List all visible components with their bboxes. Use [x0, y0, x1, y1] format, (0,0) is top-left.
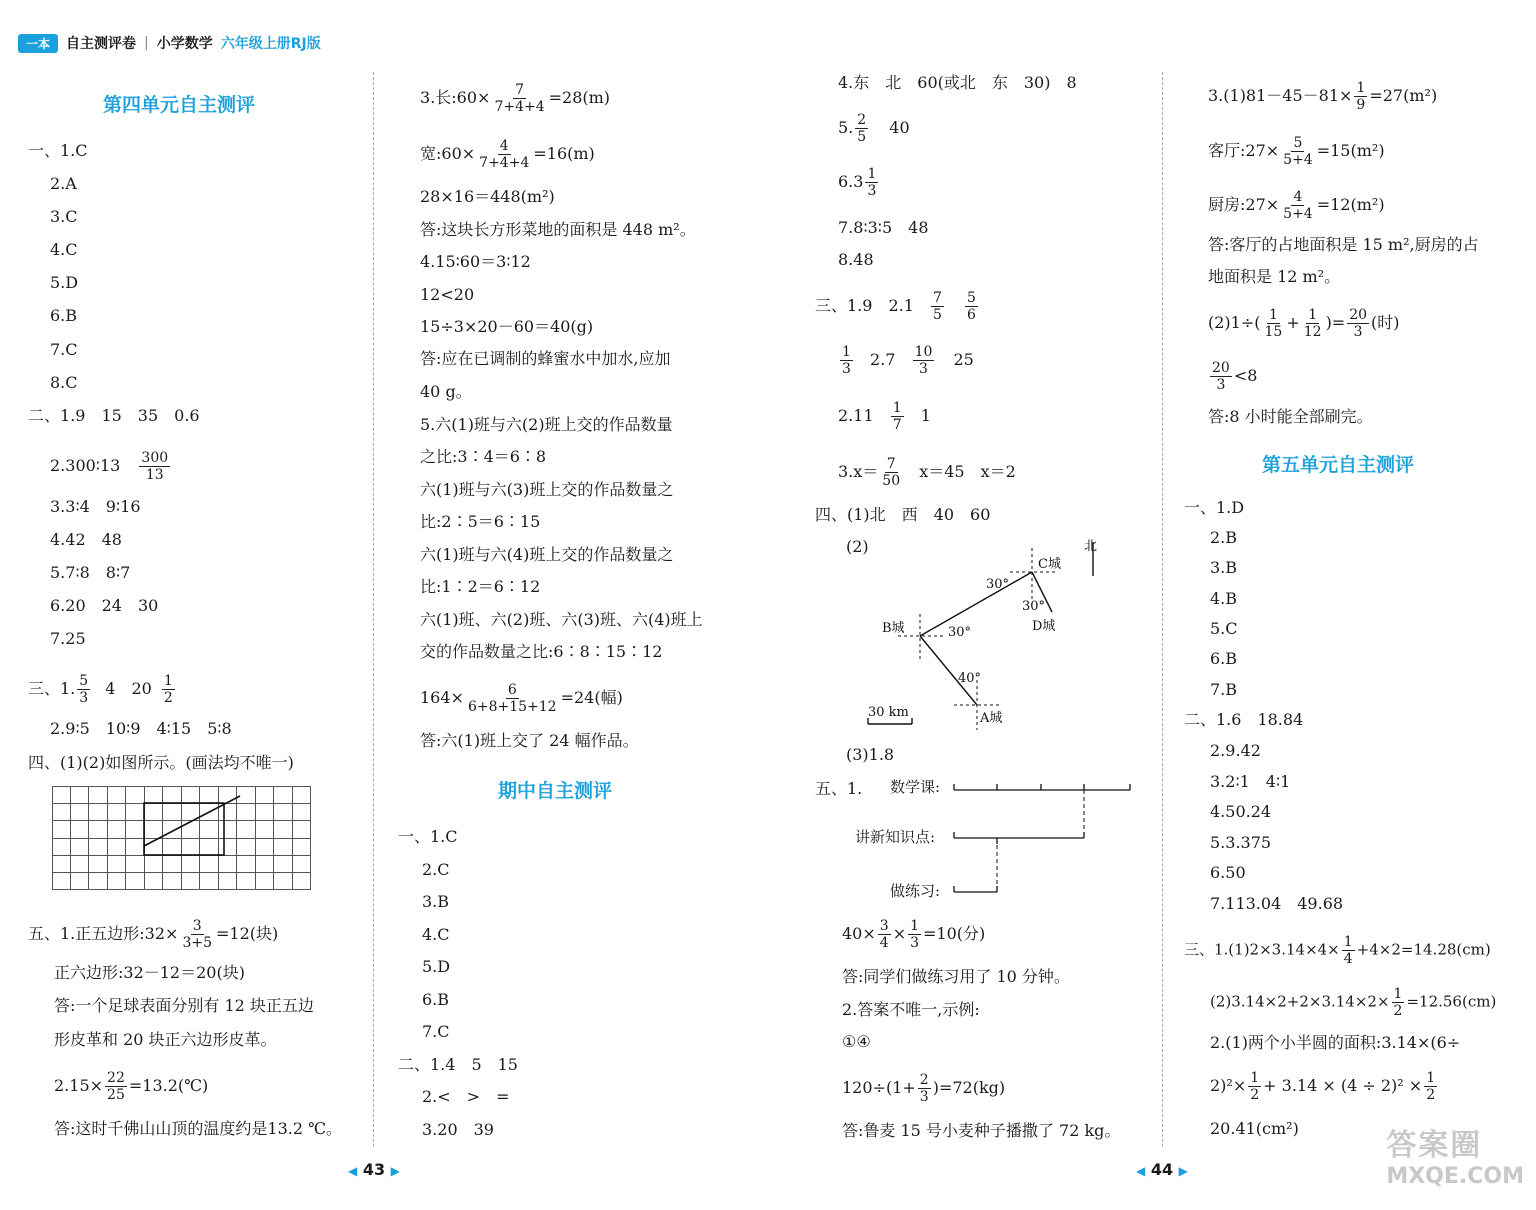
answer-line: 2.A — [50, 174, 77, 193]
denominator: 6+8+15+12 — [467, 699, 557, 715]
answer-line: 6.B — [50, 306, 78, 325]
fraction — [139, 450, 170, 483]
prev-arrow-icon: ◀ — [348, 1164, 358, 1178]
answer-line: 交的作品数量之比:6∶8∶15∶12 — [420, 642, 663, 661]
fraction — [1281, 135, 1315, 168]
answer-text: (2)3.14×2+2×3.14×2× — [1210, 992, 1390, 1011]
answer-line: 一、1.C — [28, 141, 88, 160]
answer-line: 二、1.4 5 15 — [398, 1055, 518, 1074]
answer-text: =15(m²) — [1316, 141, 1385, 160]
answer-text: 三、1. — [28, 679, 76, 698]
angle-label: 30° — [948, 625, 972, 640]
answer-text: =12(块) — [215, 924, 279, 943]
numerator: 1 — [163, 673, 173, 689]
city-a-label: A城 — [980, 711, 1003, 726]
answer-line: 五、1. — [815, 779, 863, 798]
denominator: 2 — [1426, 1087, 1436, 1103]
denominator: 5+4 — [1283, 206, 1313, 222]
answer-text: + 3.14 × (4 ÷ 2)² × — [1263, 1076, 1423, 1095]
fraction — [1210, 360, 1232, 393]
answer-line: 地面积是 12 m²。 — [1208, 267, 1341, 286]
watermark-bottom: MXQE.COM — [1386, 1164, 1524, 1189]
answer-line: 12<20 — [420, 285, 475, 304]
answer-text: 2)²× — [1210, 1076, 1247, 1095]
answer-line — [838, 166, 880, 199]
segment-label: 做练习: — [890, 882, 941, 900]
answer-line — [1208, 135, 1385, 168]
answer-text: =12.56(cm) — [1406, 992, 1497, 1011]
answer-line: 20.41(cm²) — [1210, 1119, 1299, 1138]
numerator: 7 — [886, 456, 896, 472]
answer-line: 4.15∶60＝3∶12 — [420, 252, 531, 271]
answer-text: 3.长:60× — [420, 88, 491, 107]
direction-map — [860, 530, 1110, 745]
answer-line: 5.D — [50, 273, 79, 292]
answer-line: 2.9.42 — [1210, 741, 1261, 760]
numerator: 3 — [879, 918, 889, 934]
fraction — [878, 918, 891, 951]
numerator: 7 — [933, 290, 942, 306]
answer-text: 宽:60× — [420, 144, 476, 163]
numerator: 5 — [79, 673, 89, 689]
segment-guides — [997, 790, 1084, 892]
answer-line: 2.< > = — [422, 1087, 510, 1106]
answer-line: 答:同学们做练习用了 10 分钟。 — [842, 967, 1070, 986]
answer-line: 2.(1)两个小半圆的面积:3.14×(6÷ — [1210, 1033, 1461, 1052]
denominator: 3 — [867, 183, 877, 199]
answer-line: 5.7∶8 8∶7 — [50, 563, 131, 582]
grid-drawing — [52, 786, 312, 890]
numerator: 1 — [1343, 934, 1353, 950]
answer-text: 120÷(1+ — [842, 1078, 916, 1097]
path-b-c — [920, 572, 1032, 636]
fraction — [931, 290, 944, 323]
numerator: 5 — [967, 290, 976, 306]
answer-text: 2.7 — [870, 350, 896, 369]
answer-line: 7.C — [422, 1022, 450, 1041]
angle-label: 30° — [986, 577, 1010, 592]
numerator: 4 — [499, 138, 509, 154]
answer-line: 40 g。 — [420, 382, 472, 401]
answer-text: 2.11 — [838, 406, 874, 425]
denominator: 25 — [107, 1087, 125, 1103]
fraction — [880, 456, 902, 489]
answer-line — [838, 400, 931, 433]
answer-line: 4.42 48 — [50, 530, 122, 549]
denominator: 3+5 — [182, 935, 212, 951]
answer-text: (时) — [1371, 313, 1400, 332]
answer-line: 3.C — [50, 207, 78, 226]
fraction — [1347, 307, 1369, 340]
denominator: 50 — [882, 473, 901, 489]
answer-line: 3.B — [1210, 558, 1238, 577]
fraction — [477, 138, 531, 171]
answer-line: 六(1)班与六(3)班上交的作品数量之 — [420, 480, 674, 499]
answer-text: =27(m²) — [1369, 86, 1438, 105]
fraction — [1281, 189, 1315, 222]
answer-line: 比:1∶2＝6∶12 — [420, 577, 541, 596]
denominator: 6 — [967, 307, 976, 323]
answer-line: (2) — [846, 537, 869, 556]
numerator: 7 — [515, 82, 524, 98]
answer-line: 6.50 — [1210, 863, 1246, 882]
series-badge: 一本 — [18, 34, 58, 53]
answer-line: 28×16＝448(m²) — [420, 187, 555, 206]
answer-line: 二、1.9 15 35 0.6 — [28, 406, 200, 425]
answer-line: 四、(1)北 西 40 60 — [815, 505, 991, 524]
numerator: 1 — [910, 918, 920, 934]
denominator: 3 — [919, 1089, 929, 1105]
denominator: 7 — [892, 417, 902, 433]
answer-text: 40 — [889, 118, 910, 137]
numerator: 3 — [192, 918, 202, 934]
numerator: 1 — [842, 344, 851, 360]
denominator: 7+4+4 — [494, 99, 545, 115]
page-number: 44 — [1150, 1160, 1174, 1179]
denominator: 3 — [79, 690, 89, 706]
answer-line — [50, 450, 172, 483]
page-number: 43 — [362, 1160, 386, 1179]
denominator: 13 — [145, 467, 164, 483]
denominator: 3 — [1216, 377, 1226, 393]
numerator: 6 — [507, 682, 517, 698]
answer-text: 2.300∶13 — [50, 456, 121, 475]
denominator: 3 — [1353, 324, 1363, 340]
fraction — [913, 344, 935, 377]
answer-line: 3.20 39 — [422, 1120, 494, 1139]
denominator: 4 — [879, 935, 889, 951]
segment-label: 讲新知识点: — [855, 828, 936, 846]
answer-line: 4.C — [50, 240, 78, 259]
answer-line — [815, 290, 980, 323]
numerator: 20 — [1212, 360, 1230, 376]
answer-line: (3)1.8 — [846, 745, 895, 764]
column-divider-3 — [1162, 72, 1163, 1147]
numerator: 1 — [867, 166, 877, 182]
answer-line: 2.答案不唯一,示例: — [842, 1000, 980, 1019]
denominator: 3 — [842, 361, 851, 377]
answer-line — [1210, 986, 1496, 1019]
denominator: 7+4+4 — [479, 155, 530, 171]
segment-ticks — [954, 784, 1130, 790]
fraction — [908, 918, 921, 951]
answer-line: 一、1.D — [1184, 498, 1245, 517]
city-c-label: C城 — [1038, 557, 1061, 572]
denominator: 3 — [910, 935, 920, 951]
numerator: 1 — [892, 400, 902, 416]
numerator: 22 — [107, 1070, 125, 1086]
fraction — [891, 400, 904, 433]
fraction — [105, 1070, 127, 1103]
numerator: 10 — [914, 344, 933, 360]
answer-line: 7.8∶3∶5 48 — [838, 218, 929, 237]
answer-text: =24(幅) — [560, 688, 623, 707]
answer-line — [54, 1070, 208, 1103]
answer-text: 三、1.(1)2×3.14×4× — [1184, 940, 1340, 959]
answer-text: =10(分) — [923, 924, 986, 943]
answer-text: 3.(1)81－45－81× — [1208, 86, 1353, 105]
numerator: 5 — [1293, 135, 1303, 151]
grade-label: 六年级上册RJ版 — [220, 36, 321, 52]
denominator: 2 — [1250, 1087, 1260, 1103]
segment-diagram — [950, 780, 1135, 900]
answer-text: <8 — [1233, 366, 1258, 385]
fraction — [918, 1072, 931, 1105]
header-separator: | — [144, 35, 149, 51]
answer-line: 答:一个足球表面分别有 12 块正五边 — [54, 996, 314, 1015]
answer-line: 二、1.6 18.84 — [1184, 710, 1304, 729]
answer-line: 六(1)班、六(2)班、六(3)班、六(4)班上 — [420, 610, 703, 629]
answer-line: 3.3∶4 9∶16 — [50, 497, 141, 516]
answer-text: 6.3 — [838, 172, 864, 191]
answer-line: 7.B — [1210, 680, 1238, 699]
answer-text: × — [892, 924, 907, 943]
fraction — [162, 673, 175, 706]
denominator: 9 — [1356, 97, 1366, 113]
denominator: 15 — [1264, 324, 1283, 340]
answer-text: =12(m²) — [1316, 195, 1385, 214]
fraction — [965, 290, 978, 323]
answer-line: 2.9∶5 10∶9 4∶15 5∶8 — [50, 719, 232, 738]
answer-line — [420, 682, 623, 715]
fraction — [180, 918, 214, 951]
answer-line: 3.2∶1 4∶1 — [1210, 772, 1291, 791]
midterm-title: 期中自主测评 — [498, 780, 613, 802]
scale-label: 30 km — [868, 705, 909, 720]
subject-title: 小学数学 — [156, 36, 213, 52]
answer-line: 四、(1)(2)如图所示。(画法均不唯一) — [28, 753, 294, 772]
numerator: 20 — [1349, 307, 1368, 323]
column-divider-1 — [373, 72, 374, 1147]
answer-text: =13.2(℃) — [128, 1076, 209, 1095]
answer-line: 8.C — [50, 373, 78, 392]
answer-line — [420, 82, 610, 115]
answer-line: 7.C — [50, 340, 78, 359]
prev-arrow-icon: ◀ — [1136, 1164, 1146, 1178]
answer-line — [1208, 189, 1385, 222]
numerator: 1 — [1308, 307, 1318, 323]
numerator: 300 — [141, 450, 169, 466]
watermark-top: 答案圈 — [1386, 1128, 1483, 1163]
city-d-label: D城 — [1032, 619, 1056, 634]
answer-line: 答:鲁麦 15 号小麦种子播撒了 72 kg。 — [842, 1121, 1121, 1140]
answer-line: ①④ — [842, 1032, 871, 1051]
fraction — [466, 682, 559, 715]
header — [18, 32, 321, 54]
north-label: 北 — [1084, 539, 1098, 554]
fraction — [77, 673, 90, 706]
answer-line: 答:这块长方形菜地的面积是 448 m²。 — [420, 220, 696, 239]
denominator: 12 — [1303, 324, 1322, 340]
answer-text: 2.15× — [54, 1076, 104, 1095]
answer-line: 2.C — [422, 860, 450, 879]
fraction — [865, 166, 878, 199]
answer-line — [838, 344, 974, 377]
answer-line — [1184, 934, 1491, 967]
answer-text: +4×2=14.28(cm) — [1356, 940, 1491, 959]
numerator: 1 — [1356, 80, 1366, 96]
denominator: 5 — [857, 129, 867, 145]
answer-line: 正六边形:32－12＝20(块) — [54, 963, 245, 982]
answer-line — [28, 918, 278, 951]
answer-line: 8.48 — [838, 250, 874, 269]
answer-line — [838, 456, 1016, 489]
answer-text: =16(m) — [533, 144, 595, 163]
numerator: 4 — [1293, 189, 1303, 205]
answer-line: 4.B — [1210, 589, 1238, 608]
answer-text: (2)1÷( — [1208, 313, 1261, 332]
angle-label: 40° — [958, 671, 982, 686]
fraction — [492, 82, 546, 115]
answer-line: 5.D — [422, 957, 451, 976]
answer-line: 5.六(1)班与六(2)班上交的作品数量 — [420, 415, 673, 434]
answer-line: 之比:3∶4＝6∶8 — [420, 447, 547, 466]
answer-line: 6.B — [422, 990, 450, 1009]
answer-line — [842, 918, 985, 951]
fraction — [1354, 80, 1367, 113]
answer-text: 4 20 — [105, 679, 152, 698]
denominator: 5 — [933, 307, 942, 323]
answer-line: 答:8 小时能全部刷完。 — [1208, 407, 1373, 426]
answer-text: 164× — [420, 688, 464, 707]
answer-line: 六(1)班与六(4)班上交的作品数量之 — [420, 545, 674, 564]
city-b-label: B城 — [882, 621, 905, 636]
answer-line — [1208, 360, 1257, 393]
answer-line — [1208, 307, 1400, 340]
next-arrow-icon: ▶ — [390, 1164, 400, 1178]
fraction — [1392, 986, 1405, 1019]
answer-line: 15÷3×20－60＝40(g) — [420, 317, 594, 336]
answer-line: 6.20 24 30 — [50, 596, 159, 615]
segment-ticks — [954, 886, 997, 892]
denominator: 3 — [919, 361, 928, 377]
series-title: 自主测评卷 — [66, 36, 137, 52]
answer-text: )= — [1325, 313, 1346, 332]
answer-line: 答:六(1)班上交了 24 幅作品。 — [420, 731, 639, 750]
answer-line: 一、1.C — [398, 827, 458, 846]
answer-line: 6.B — [1210, 649, 1238, 668]
next-arrow-icon: ▶ — [1178, 1164, 1188, 1178]
answer-line: 7.25 — [50, 629, 86, 648]
answer-line: 4.50.24 — [1210, 802, 1272, 821]
answer-text: x＝45 x＝2 — [919, 462, 1016, 481]
answer-line: 答:这时千佛山山顶的温度约是13.2 ℃。 — [54, 1119, 343, 1138]
answer-text: 5. — [838, 118, 854, 137]
watermark — [1386, 1120, 1524, 1189]
answer-line — [838, 112, 910, 145]
answer-line — [420, 138, 595, 171]
page-number-left — [348, 1160, 400, 1179]
fraction — [1248, 1070, 1261, 1103]
answer-text: 3.x＝ — [838, 462, 879, 481]
answer-text: + — [1286, 313, 1300, 332]
answer-line: 答:客厅的占地面积是 15 m²,厨房的占 — [1208, 235, 1479, 254]
answer-text: 40× — [842, 924, 876, 943]
denominator: 2 — [1393, 1003, 1403, 1019]
denominator: 4 — [1343, 951, 1353, 967]
segment-label: 数学课: — [890, 778, 941, 796]
fraction — [1302, 307, 1324, 340]
fraction — [855, 112, 868, 145]
answer-line — [1208, 80, 1437, 113]
answer-line: 3.B — [422, 892, 450, 911]
angle-label: 30° — [1022, 599, 1046, 614]
answer-line: 答:应在已调制的蜂蜜水中加水,应加 — [420, 349, 671, 368]
answer-line: 7.113.04 49.68 — [1210, 894, 1344, 913]
answer-text: 客厅:27× — [1208, 141, 1280, 160]
answer-line — [28, 673, 177, 706]
unit4-title: 第四单元自主测评 — [103, 94, 256, 116]
answer-text: 厨房:27× — [1208, 195, 1280, 214]
numerator: 1 — [1268, 307, 1278, 323]
page-number-right — [1136, 1160, 1188, 1179]
answer-text: 25 — [953, 350, 974, 369]
answer-text: 1 — [920, 406, 931, 425]
answer-line: 形皮革和 20 块正六边形皮革。 — [54, 1030, 277, 1049]
numerator: 1 — [1393, 986, 1403, 1002]
numerator: 1 — [1426, 1070, 1436, 1086]
answer-line: 5.C — [1210, 619, 1238, 638]
answer-text: 五、1.正五边形:32× — [28, 924, 179, 943]
fraction — [840, 344, 853, 377]
fraction — [1342, 934, 1355, 967]
answer-text: 三、1.9 2.1 — [815, 296, 914, 315]
unit5-title: 第五单元自主测评 — [1262, 454, 1415, 476]
answer-line: 比:2∶5＝6∶15 — [420, 512, 541, 531]
answer-text: =28(m) — [548, 88, 611, 107]
fraction — [1263, 307, 1285, 340]
numerator: 2 — [857, 112, 867, 128]
denominator: 5+4 — [1283, 152, 1313, 168]
numerator: 2 — [919, 1072, 929, 1088]
answer-line: 4.C — [422, 925, 450, 944]
answer-line: 5.3.375 — [1210, 833, 1272, 852]
fraction — [1424, 1070, 1437, 1103]
answer-line: 2.B — [1210, 528, 1238, 547]
numerator: 1 — [1250, 1070, 1260, 1086]
answer-line: 4.东 北 60(或北 东 30) 8 — [838, 73, 1077, 92]
answer-line — [842, 1072, 1005, 1105]
answer-text: )=72(kg) — [932, 1078, 1006, 1097]
answer-line — [1210, 1070, 1439, 1103]
denominator: 2 — [163, 690, 173, 706]
